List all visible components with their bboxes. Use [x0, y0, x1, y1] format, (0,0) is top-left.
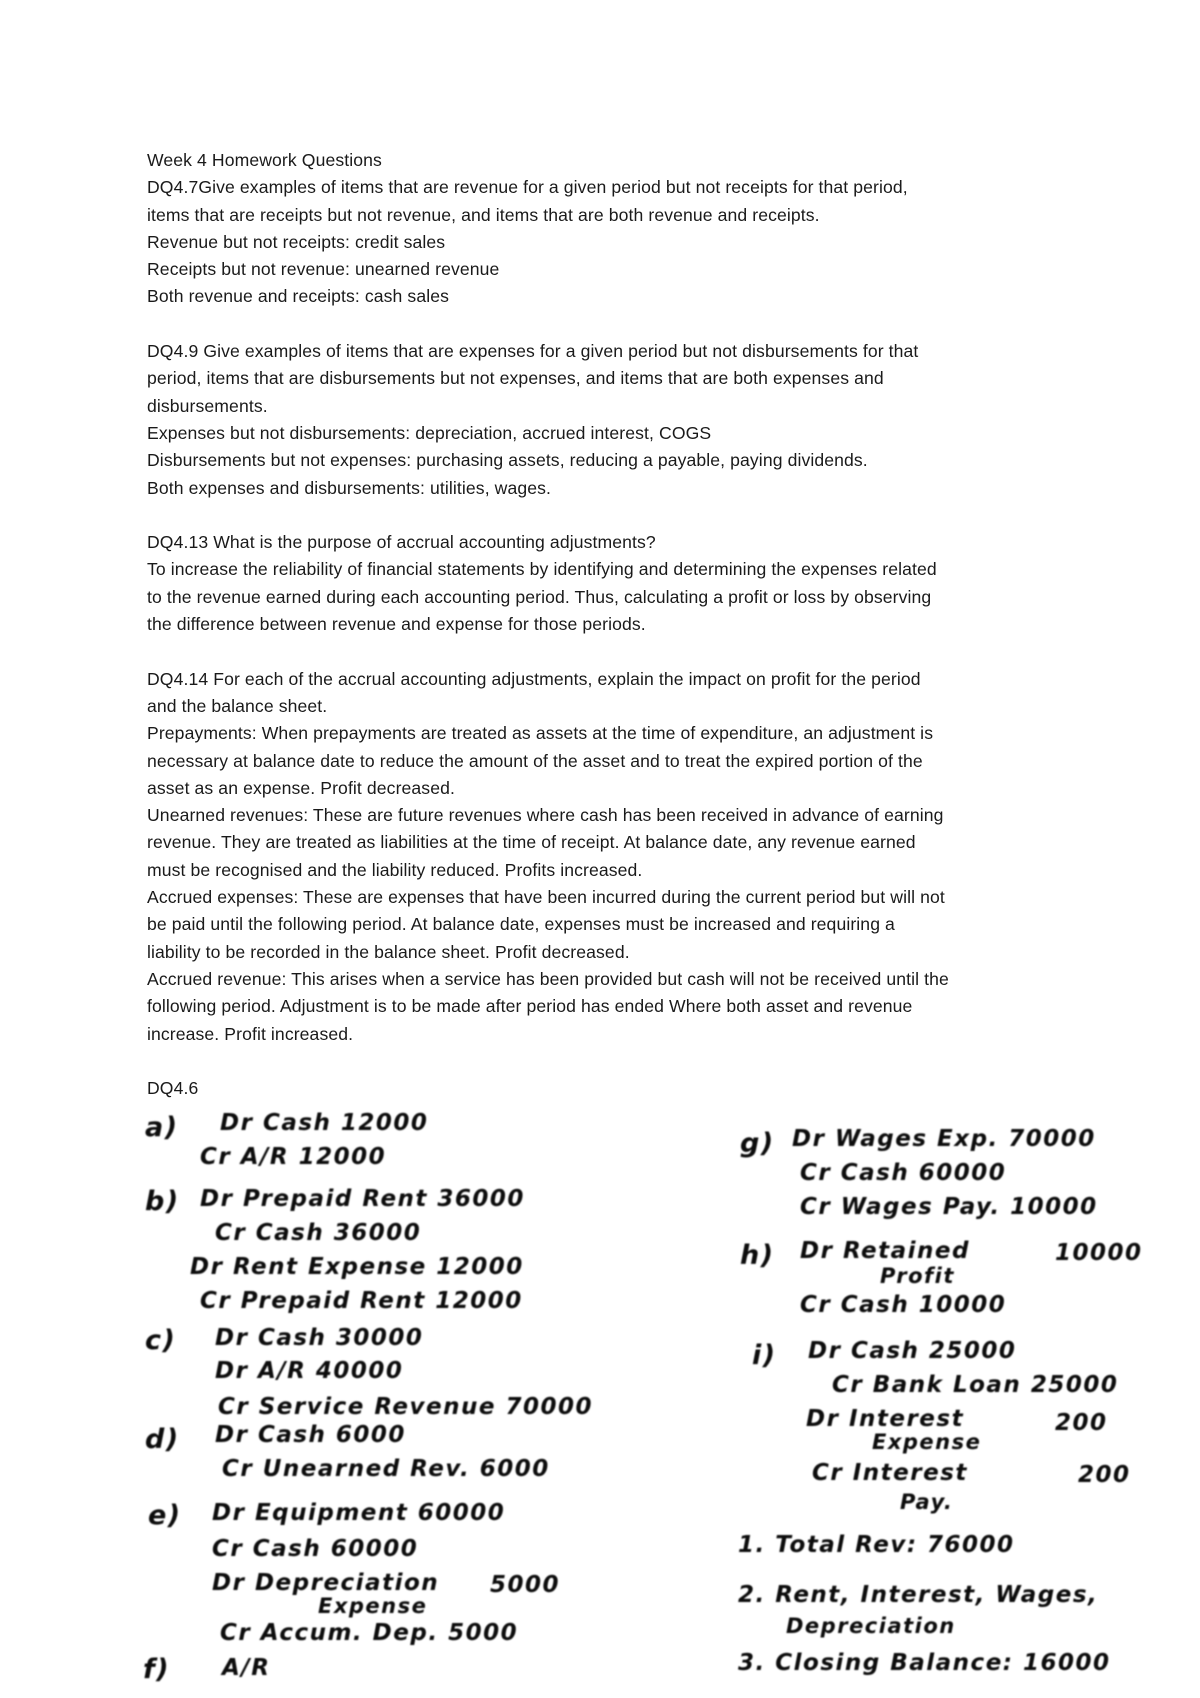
q414-line: Accrued expenses: These are expenses that have been incurred during the current period but will not: [147, 887, 945, 908]
hw-note: 3. Closing Balance: 16000: [738, 1650, 1111, 1676]
hw-label-h: h): [740, 1240, 775, 1271]
paragraph-gap: [147, 311, 1087, 338]
hw-entry: Dr Rent Expense 12000: [190, 1254, 524, 1280]
hw-label-e: e): [148, 1500, 182, 1531]
hw-entry: Dr Prepaid Rent 36000: [200, 1186, 525, 1212]
q413-line: to the revenue earned during each accounting period. Thus, calculating a profit or loss by observing: [147, 586, 932, 607]
hw-entry: Dr Cash 12000: [220, 1110, 429, 1136]
q47-line: items that are receipts but not revenue, and items that are both revenue and receipts.: [147, 204, 820, 225]
hw-label-b: b): [145, 1186, 180, 1217]
q49-line: Expenses but not disbursements: depreciation, accrued interest, COGS: [147, 422, 712, 443]
hw-entry: 5000: [490, 1572, 561, 1598]
hw-entry: Cr Cash 60000: [212, 1536, 419, 1562]
q414-line: Unearned revenues: These are future revenues where cash has been received in advance of earning: [147, 805, 944, 826]
q47-line: Both revenue and receipts: cash sales: [147, 286, 449, 307]
q414-line: be paid until the following period. At balance date, expenses must be increased and requiring a: [147, 914, 895, 935]
hw-entry: Expense: [872, 1430, 982, 1454]
hw-entry: Dr Retained: [800, 1238, 970, 1264]
hw-entry: Dr Cash 30000: [215, 1325, 424, 1351]
q413-line: To increase the reliability of financial statements by identifying and determining the expenses related: [147, 559, 937, 580]
q414-line: necessary at balance date to reduce the amount of the asset and to treat the expired portion of the: [147, 750, 923, 771]
q47-line: Revenue but not receipts: credit sales: [147, 231, 446, 252]
hw-entry: Cr Accum. Dep. 5000: [220, 1620, 519, 1646]
hw-entry: Cr Bank Loan 25000: [832, 1372, 1119, 1398]
hw-label-d: d): [145, 1424, 180, 1455]
hw-label-a: a): [145, 1112, 179, 1143]
q46-heading: DQ4.6: [147, 1078, 199, 1099]
hw-entry: Cr Cash 36000: [215, 1220, 422, 1246]
q49-line: period, items that are disbursements but not expenses, and items that are both expenses and: [147, 368, 884, 389]
q413-line: DQ4.13 What is the purpose of accrual accounting adjustments?: [147, 532, 656, 553]
hw-entry: Dr Equipment 60000: [212, 1500, 506, 1526]
q414-line: DQ4.14 For each of the accrual accounting adjustments, explain the impact on profit for the period: [147, 668, 921, 689]
q47-line: Receipts but not revenue: unearned revenue: [147, 259, 500, 280]
hw-entry: Profit: [880, 1264, 955, 1288]
q414-line: asset as an expense. Profit decreased.: [147, 777, 455, 798]
q49-line: Both expenses and disbursements: utilities, wages.: [147, 477, 552, 498]
hw-entry: Dr Depreciation: [212, 1570, 440, 1596]
q49-line: DQ4.9 Give examples of items that are expenses for a given period but not disbursements for that: [147, 341, 919, 362]
hw-entry: Cr Prepaid Rent 12000: [200, 1288, 523, 1314]
q49-line: Disbursements but not expenses: purchasing assets, reducing a payable, paying dividends.: [147, 450, 868, 471]
q414-line: must be recognised and the liability reduced. Profits increased.: [147, 859, 643, 880]
hw-entry: Cr A/R 12000: [200, 1144, 387, 1170]
q414-line: Accrued revenue: This arises when a service has been provided but cash will not be received until the: [147, 968, 949, 989]
q414-line: liability to be recorded in the balance sheet. Profit decreased.: [147, 941, 630, 962]
q414-line: following period. Adjustment is to be made after period has ended Where both asset and revenue: [147, 996, 913, 1017]
hw-entry: Cr Wages Pay. 10000: [800, 1194, 1098, 1220]
hw-label-f: f): [143, 1654, 171, 1685]
hw-note: Depreciation: [786, 1614, 956, 1638]
hw-entry: Dr Interest: [806, 1406, 965, 1432]
hw-label-c: c): [145, 1325, 177, 1356]
hw-entry: 200: [1078, 1462, 1131, 1488]
q47-line: DQ4.7Give examples of items that are revenue for a given period but not receipts for that period,: [147, 177, 908, 198]
typed-text-block: [147, 147, 1087, 1102]
hw-entry: 200: [1055, 1410, 1108, 1436]
paragraph-gap: [147, 1048, 1087, 1075]
hw-entry: 10000: [1055, 1240, 1143, 1266]
hw-note: 1. Total Rev: 76000: [738, 1532, 1015, 1558]
hw-entry: Cr Unearned Rev. 6000: [222, 1456, 550, 1482]
document-title: Week 4 Homework Questions: [147, 150, 382, 170]
hw-entry: Cr Interest: [812, 1460, 968, 1486]
hw-note: 2. Rent, Interest, Wages,: [738, 1582, 1099, 1608]
q414-line: increase. Profit increased.: [147, 1023, 354, 1044]
q414-line: revenue. They are treated as liabilities at the time of receipt. At balance date, any revenue earned: [147, 832, 916, 853]
hw-entry: Cr Cash 60000: [800, 1160, 1007, 1186]
paragraph-gap: [147, 638, 1087, 665]
q414-line: Prepayments: When prepayments are treated as assets at the time of expenditure, an adjustment is: [147, 723, 934, 744]
hw-entry: Dr Cash 25000: [808, 1338, 1017, 1364]
hw-entry: A/R: [222, 1655, 271, 1681]
hw-entry: Pay.: [900, 1490, 954, 1514]
hw-entry: Dr Cash 6000: [215, 1422, 406, 1448]
hw-entry: Dr Wages Exp. 70000: [792, 1126, 1096, 1152]
hw-label-i: i): [752, 1340, 777, 1371]
q413-line: the difference between revenue and expense for those periods.: [147, 614, 646, 635]
hw-entry: Cr Service Revenue 70000: [218, 1394, 593, 1420]
q414-line: and the balance sheet.: [147, 695, 328, 716]
paragraph-gap: [147, 502, 1087, 529]
hw-entry: Dr A/R 40000: [215, 1358, 404, 1384]
hw-label-g: g): [740, 1128, 775, 1159]
hw-entry: Cr Cash 10000: [800, 1292, 1007, 1318]
hw-entry: Expense: [318, 1594, 428, 1618]
q49-line: disbursements.: [147, 395, 268, 416]
